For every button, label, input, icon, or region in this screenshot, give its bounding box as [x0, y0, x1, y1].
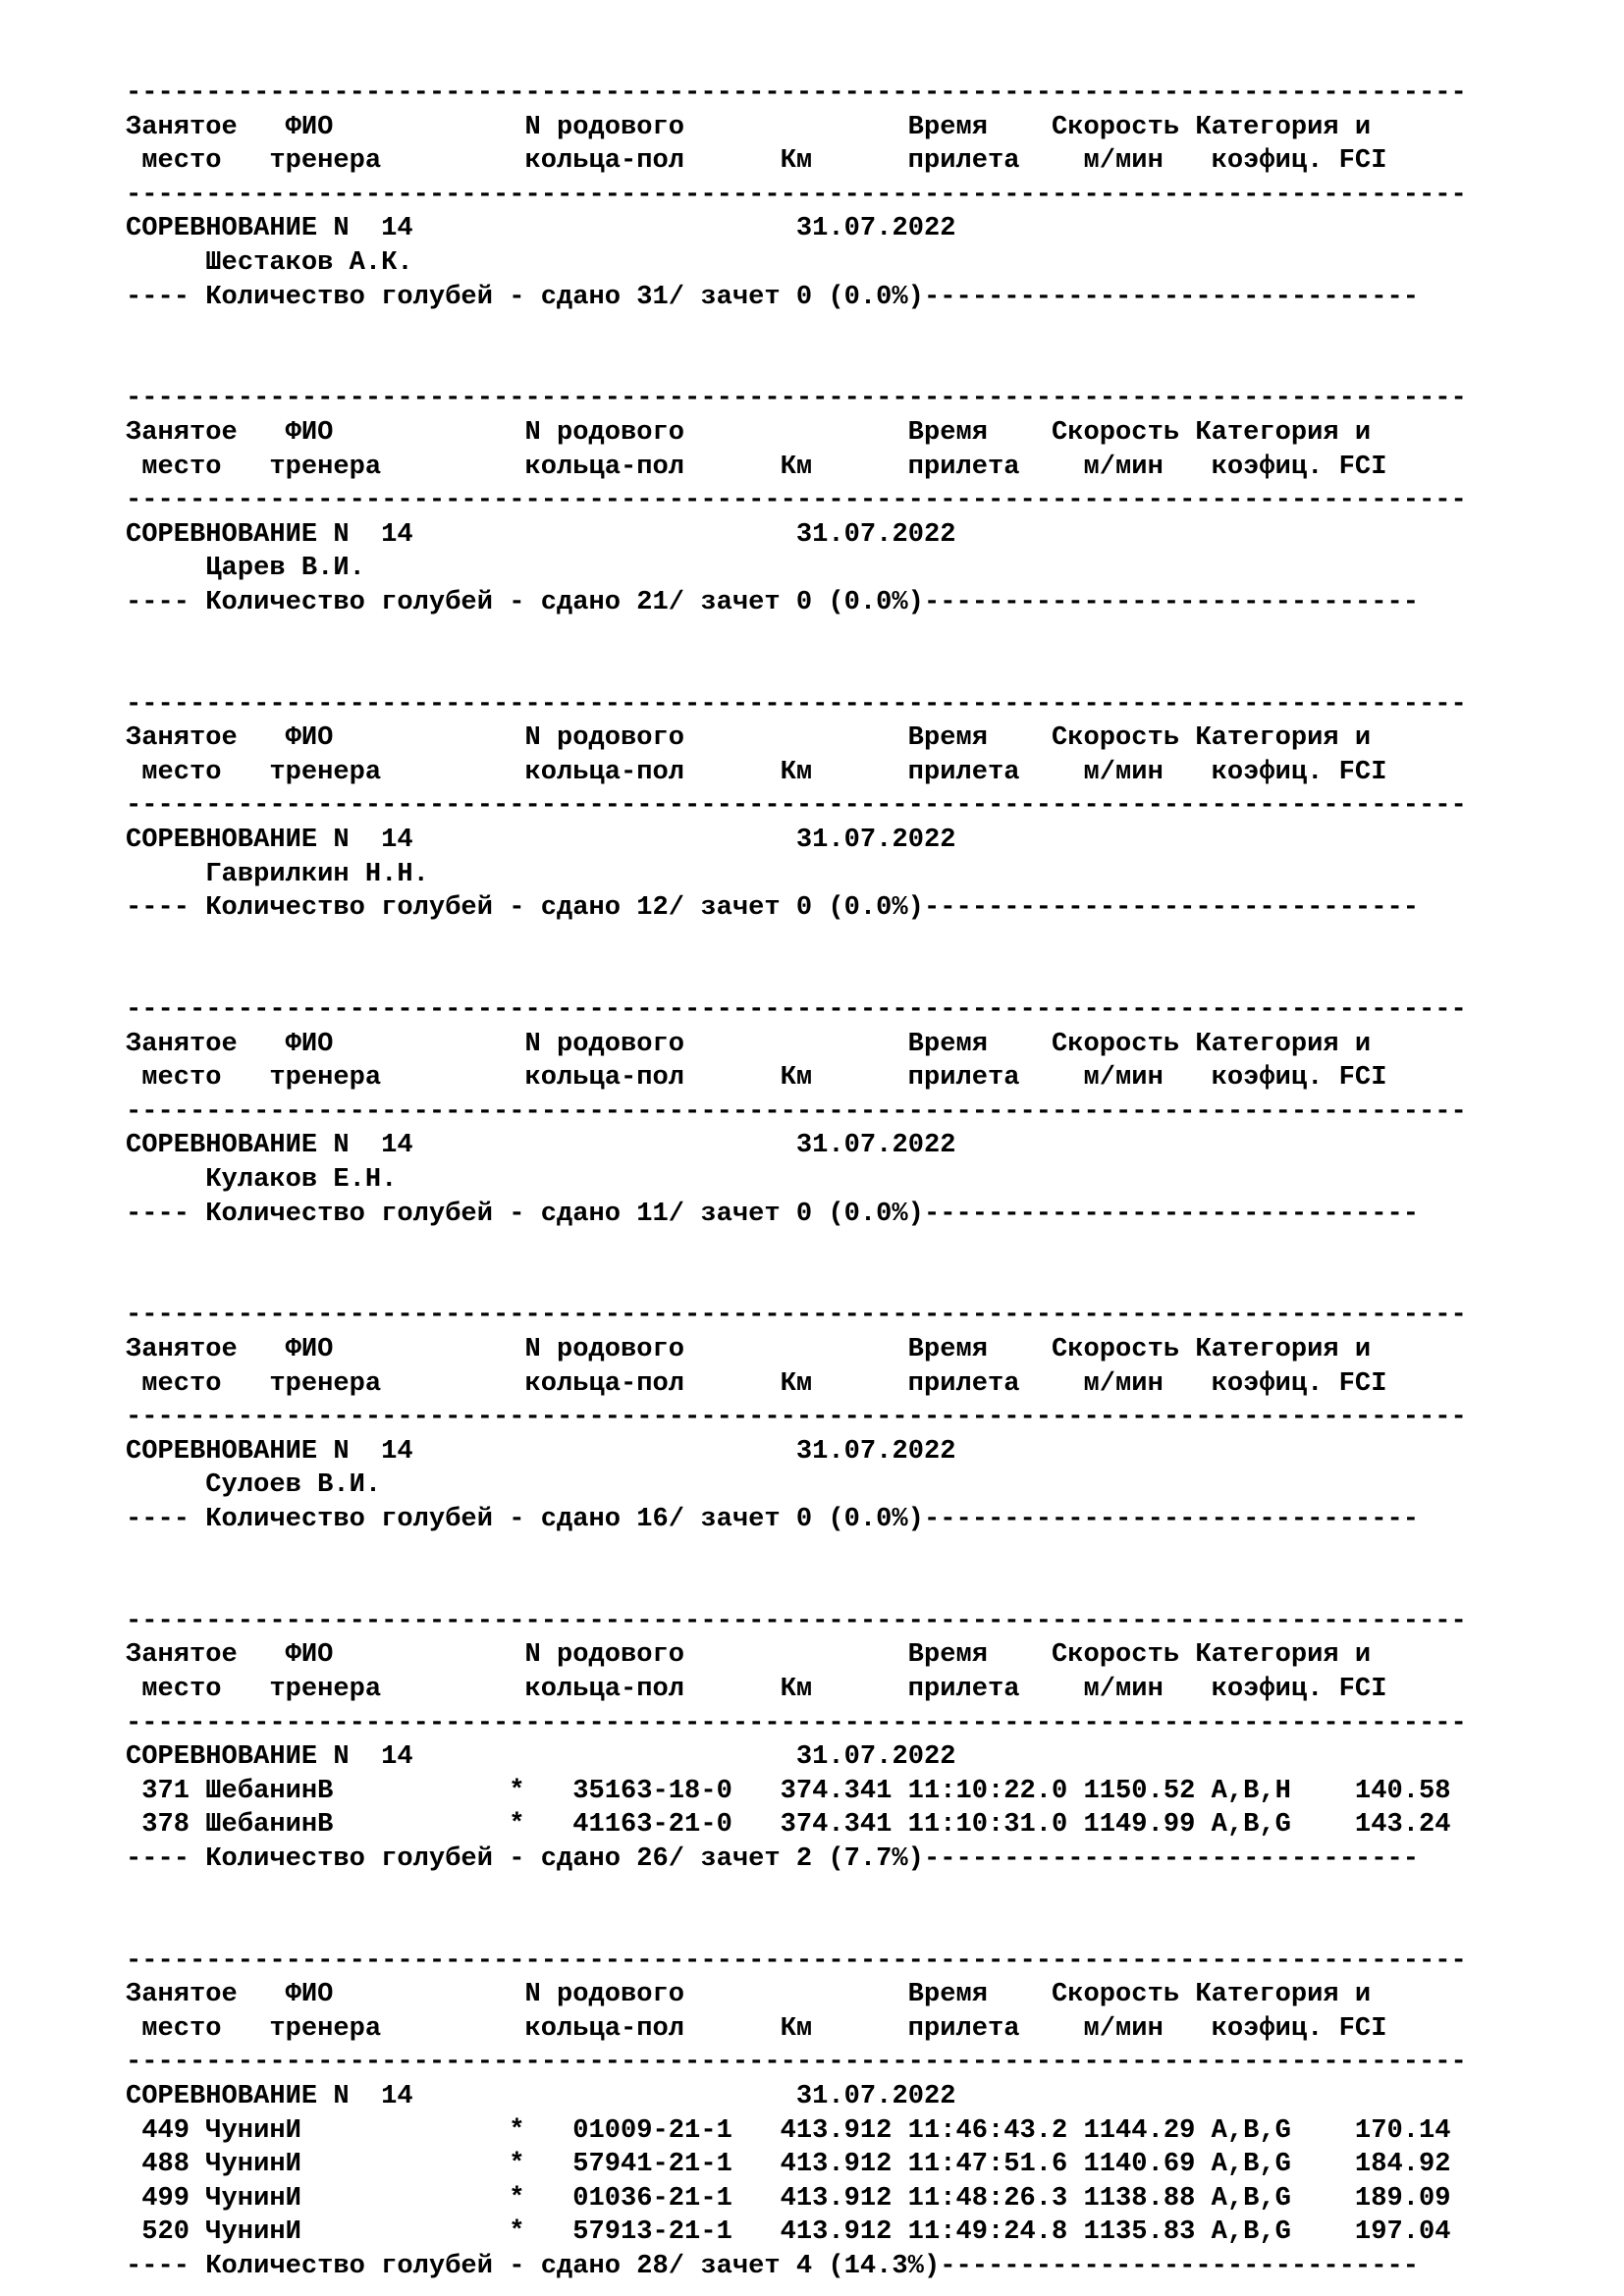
trainer-line [126, 858, 1598, 892]
summary-line: ---- Количество голубей - сдано 11/ зачет 0 (0.0%)------------------------------- [126, 1198, 1419, 1229]
column-header-line-2: место тренера кольца-пол Км прилета м/мин коэфиц. FCI [126, 1673, 1387, 1704]
competition-date: 31.07.2022 [795, 825, 956, 856]
trainer-name: Кулаков Е.Н. [205, 1164, 398, 1195]
competition-section [126, 1605, 1598, 1877]
result-row: 520 ЧунинИ * 57913-21-1 413.912 11:49:24.8 1135.83 A,B,G 197.04 [126, 2216, 1451, 2248]
competition-title-line [126, 824, 1598, 858]
competition-section [126, 1945, 1598, 2284]
divider: ------------------------------------------------------------------------------------ [126, 1402, 1467, 1433]
competition-date: 31.07.2022 [795, 2081, 956, 2112]
column-header-line-2: место тренера кольца-пол Км прилета м/мин коэфиц. FCI [126, 2012, 1387, 2044]
column-header-line-2: место тренера кольца-пол Км прилета м/мин коэфиц. FCI [126, 1367, 1387, 1399]
trainer-name: Сулоев В.И. [205, 1469, 382, 1501]
report-page [126, 77, 1598, 2284]
competition-title: СОРЕВНОВАНИЕ N 14 [126, 1130, 413, 1161]
column-header-line-1: Занятое ФИО N родового Время Скорость Категория и [126, 1028, 1372, 1059]
divider: ------------------------------------------------------------------------------------ [126, 1300, 1467, 1331]
divider: ------------------------------------------------------------------------------------ [126, 78, 1467, 108]
result-row: 499 ЧунинИ * 01036-21-1 413.912 11:48:26.3 1138.88 A,B,G 189.09 [126, 2182, 1451, 2214]
competition-title: СОРЕВНОВАНИЕ N 14 [126, 1435, 413, 1467]
column-header-line-2: место тренера кольца-пол Км прилета м/мин коэфиц. FCI [126, 451, 1387, 482]
divider: ------------------------------------------------------------------------------------ [126, 790, 1467, 822]
divider: ------------------------------------------------------------------------------------ [126, 383, 1467, 414]
summary-line: ---- Количество голубей - сдано 21/ зачет 0 (0.0%)------------------------------- [126, 586, 1419, 617]
competition-title: СОРЕВНОВАНИЕ N 14 [126, 213, 413, 244]
competition-title-line [126, 1129, 1598, 1163]
column-header-line-2: место тренера кольца-пол Км прилета м/мин коэфиц. FCI [126, 1062, 1387, 1094]
summary-line: ---- Количество голубей - сдано 26/ зачет 2 (7.7%)------------------------------- [126, 1842, 1419, 1874]
competition-section [126, 993, 1598, 1231]
column-header-line-1: Занятое ФИО N родового Время Скорость Категория и [126, 1333, 1372, 1364]
divider: ------------------------------------------------------------------------------------ [126, 1945, 1467, 1976]
competition-section [126, 688, 1598, 926]
divider: ------------------------------------------------------------------------------------ [126, 994, 1467, 1026]
divider: ------------------------------------------------------------------------------------ [126, 485, 1467, 516]
competition-title: СОРЕВНОВАНИЕ N 14 [126, 518, 413, 550]
result-row: 371 ШебанинВ * 35163-18-0 374.341 11:10:22.0 1150.52 A,B,H 140.58 [126, 1775, 1451, 1806]
column-header-line-1: Занятое ФИО N родового Время Скорость Категория и [126, 1639, 1372, 1671]
competition-date: 31.07.2022 [795, 1130, 956, 1161]
competition-title: СОРЕВНОВАНИЕ N 14 [126, 1741, 413, 1773]
summary-line: ---- Количество голубей - сдано 16/ зачет 0 (0.0%)------------------------------- [126, 1503, 1419, 1534]
column-header-line-1: Занятое ФИО N родового Время Скорость Категория и [126, 416, 1372, 448]
trainer-name: Шестаков А.К. [205, 246, 413, 278]
result-row: 378 ШебанинВ * 41163-21-0 374.341 11:10:31.0 1149.99 A,B,G 143.24 [126, 1809, 1451, 1841]
competition-section [126, 1299, 1598, 1536]
summary-line: ---- Количество голубей - сдано 12/ зачет 0 (0.0%)------------------------------- [126, 892, 1419, 924]
competition-title-line [126, 2080, 1598, 2114]
divider: ------------------------------------------------------------------------------------ [126, 688, 1467, 720]
result-row: 488 ЧунинИ * 57941-21-1 413.912 11:47:51.6 1140.69 A,B,G 184.92 [126, 2149, 1451, 2180]
column-header-line-2: место тренера кольца-пол Км прилета м/мин коэфиц. FCI [126, 756, 1387, 787]
column-header-line-1: Занятое ФИО N родового Время Скорость Категория и [126, 111, 1372, 142]
competition-date: 31.07.2022 [795, 1741, 956, 1773]
column-header-line-1: Занятое ФИО N родового Время Скорость Категория и [126, 722, 1372, 754]
competition-title-line [126, 1435, 1598, 1469]
competition-title-line [126, 212, 1598, 246]
summary-line: ---- Количество голубей - сдано 31/ зачет 0 (0.0%)------------------------------- [126, 281, 1419, 312]
competition-section [126, 77, 1598, 314]
column-header-line-1: Занятое ФИО N родового Время Скорость Категория и [126, 1979, 1372, 2010]
trainer-line [126, 1163, 1598, 1198]
competition-title-line [126, 1740, 1598, 1775]
summary-line: ---- Количество голубей - сдано 28/ зачет 4 (14.3%)------------------------------ [126, 2251, 1419, 2281]
trainer-name: Царев В.И. [205, 553, 365, 584]
competition-date: 31.07.2022 [795, 518, 956, 550]
trainer-name: Гаврилкин Н.Н. [205, 858, 429, 889]
divider: ------------------------------------------------------------------------------------ [126, 1605, 1467, 1636]
competition-date: 31.07.2022 [795, 213, 956, 244]
competition-title-line [126, 518, 1598, 553]
divider: ------------------------------------------------------------------------------------ [126, 1095, 1467, 1127]
competition-section [126, 382, 1598, 619]
competition-title: СОРЕВНОВАНИЕ N 14 [126, 825, 413, 856]
competition-title: СОРЕВНОВАНИЕ N 14 [126, 2081, 413, 2112]
divider: ------------------------------------------------------------------------------------ [126, 2047, 1467, 2078]
result-row: 449 ЧунинИ * 01009-21-1 413.912 11:46:43.2 1144.29 A,B,G 170.14 [126, 2114, 1451, 2146]
divider: ------------------------------------------------------------------------------------ [126, 1707, 1467, 1738]
competition-date: 31.07.2022 [795, 1435, 956, 1467]
trainer-line [126, 552, 1598, 586]
trainer-line [126, 1468, 1598, 1503]
divider: ------------------------------------------------------------------------------------ [126, 179, 1467, 210]
trainer-line [126, 246, 1598, 281]
column-header-line-2: место тренера кольца-пол Км прилета м/мин коэфиц. FCI [126, 145, 1387, 177]
